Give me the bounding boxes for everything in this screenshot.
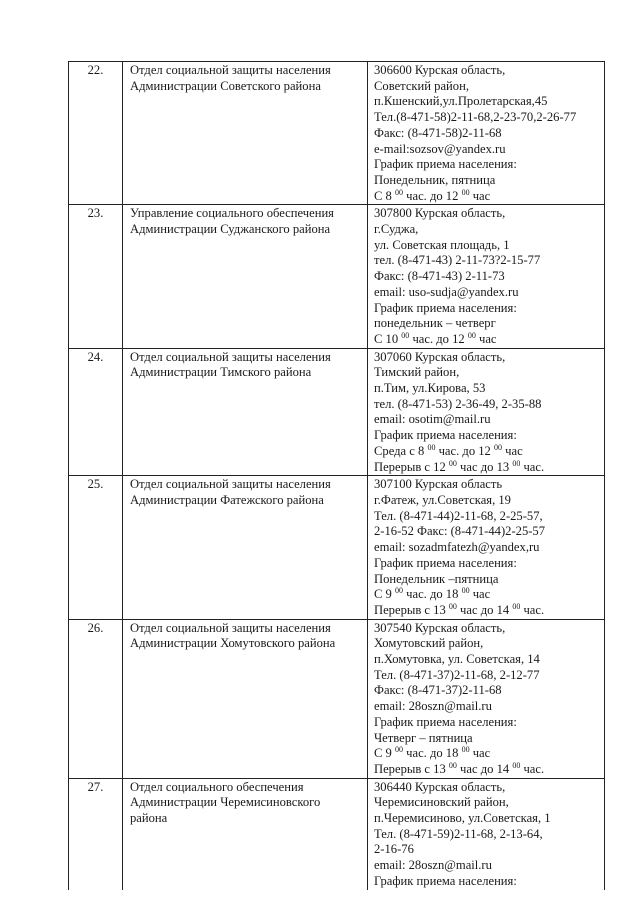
- address-line: Черемисиновский район,: [374, 795, 509, 810]
- address-line: п.Тим, ул.Кирова, 53: [374, 381, 486, 396]
- email-line: email: 28oszn@mail.ru: [374, 699, 492, 714]
- organization-name-line: Отдел социальной защиты населения: [130, 620, 331, 635]
- address-line: г.Суджа,: [374, 222, 419, 237]
- address-line: п.Хомутовка, ул. Советская, 14: [374, 652, 540, 667]
- organization-name-line: Отдел социальной защиты населения: [130, 477, 331, 492]
- address-line: 307060 Курская область,: [374, 349, 506, 364]
- row-number: 25.: [87, 477, 104, 492]
- email-line: email: osotim@mail.ru: [374, 412, 491, 427]
- schedule-days: Четверг – пятница: [374, 730, 473, 745]
- schedule-break: Перерыв с 13 $^{00}$ час до 14 $^{00}$ час.: [374, 760, 545, 776]
- schedule-heading: График приема населения:: [374, 300, 517, 315]
- row-number-cell: [69, 205, 123, 348]
- address-line: ул. Советская площадь, 1: [374, 237, 510, 252]
- address-line: Советский район,: [374, 78, 469, 93]
- schedule-hours: С 9 $^{00}$ час. до 18 $^{00}$ час: [374, 745, 491, 761]
- address-line: 306440 Курская область,: [374, 779, 506, 794]
- contact-info-cell: [368, 348, 605, 476]
- address-line: п.Кшенский,ул.Пролетарская,45: [374, 94, 548, 109]
- row-number: 24.: [87, 349, 104, 364]
- address-line: 307540 Курская область,: [374, 620, 506, 635]
- schedule-hours: С 9 $^{00}$ час. до 18 $^{00}$ час: [374, 586, 491, 602]
- contact-info-cell: [368, 476, 605, 619]
- organization-cell: [123, 778, 368, 889]
- address-line: г.Фатеж, ул.Советская, 19: [374, 492, 511, 507]
- phone-line: Тел.(8-471-58)2-11-68,2-23-70,2-26-77: [374, 110, 577, 125]
- table-row: [69, 62, 605, 205]
- table-row: [69, 476, 605, 619]
- email-line: email: 28oszn@mail.ru: [374, 858, 492, 873]
- organization-cell: [123, 619, 368, 778]
- schedule-days: Понедельник, пятница: [374, 172, 496, 187]
- row-number: 23.: [87, 206, 104, 221]
- phone-line: Тел. (8-471-59)2-11-68, 2-13-64,: [374, 826, 543, 841]
- phone-line: Тел. (8-471-37)2-11-68, 2-12-77: [374, 667, 540, 682]
- address-line: п.Черемисиново, ул.Советская, 1: [374, 811, 551, 826]
- phone-line: 2-16-76: [374, 842, 414, 857]
- row-number-cell: [69, 476, 123, 619]
- fax-line: Факс: (8-471-43) 2-11-73: [374, 269, 505, 284]
- row-number-cell: [69, 778, 123, 889]
- schedule-hours: С 8 $^{00}$ час. до 12 $^{00}$ час: [374, 187, 491, 203]
- row-number: 27.: [87, 779, 104, 794]
- schedule-hours: Среда с 8 $^{00}$ час. до 12 $^{00}$ час: [374, 442, 523, 458]
- address-line: Тимский район,: [374, 365, 460, 380]
- schedule-break: Перерыв с 13 $^{00}$ час до 14 $^{00}$ час.: [374, 601, 545, 617]
- email-line: email: sozadmfatezh@yandex,ru: [374, 540, 540, 555]
- table-row: [69, 205, 605, 348]
- email-line: email: uso-sudja@yandex.ru: [374, 284, 519, 299]
- organization-name-line: Администрации Советского района: [130, 78, 321, 93]
- organization-name-line: Администрации Хомутовского района: [130, 636, 336, 651]
- phone-line: тел. (8-471-43) 2-11-73?2-15-77: [374, 253, 541, 268]
- fax-line: Факс: (8-471-58)2-11-68: [374, 125, 502, 140]
- contact-info-cell: [368, 778, 605, 889]
- phone-line: тел. (8-471-53) 2-36-49, 2-35-88: [374, 396, 542, 411]
- organization-name-line: Отдел социального обеспечения: [130, 779, 304, 794]
- row-number-cell: [69, 62, 123, 205]
- organization-name-line: Управление социального обеспечения: [130, 206, 334, 221]
- fax-line: Факс: (8-471-37)2-11-68: [374, 683, 502, 698]
- row-number-cell: [69, 348, 123, 476]
- schedule-heading: График приема населения:: [374, 157, 517, 172]
- schedule-hours: С 10 $^{00}$ час. до 12 $^{00}$ час: [374, 330, 497, 346]
- email-line: e-mail:sozsov@yandex.ru: [374, 141, 506, 156]
- organization-name-line: Администрации Фатежского района: [130, 492, 324, 507]
- schedule-heading: График приема населения:: [374, 873, 517, 888]
- social-protection-contacts-table: [68, 61, 605, 890]
- organization-name-line: Администрации Тимского района: [130, 365, 312, 380]
- organization-cell: [123, 62, 368, 205]
- phone-line: Тел. (8-471-44)2-11-68, 2-25-57,: [374, 508, 543, 523]
- contact-info-cell: [368, 62, 605, 205]
- schedule-heading: График приема населения:: [374, 714, 517, 729]
- address-line: 307800 Курская область,: [374, 206, 506, 221]
- schedule-heading: График приема населения:: [374, 555, 517, 570]
- schedule-heading: График приема населения:: [374, 428, 517, 443]
- organization-cell: [123, 476, 368, 619]
- address-line: Хомутовский район,: [374, 636, 484, 651]
- address-line: 306600 Курская область,: [374, 63, 506, 77]
- organization-name-line: района: [130, 811, 168, 826]
- row-number: 22.: [87, 63, 104, 77]
- contact-info-cell: [368, 205, 605, 348]
- address-line: 307100 Курская область: [374, 477, 503, 492]
- contact-info-cell: [368, 619, 605, 778]
- row-number: 26.: [87, 620, 104, 635]
- table-row: [69, 348, 605, 476]
- organization-name-line: Отдел социальной защиты населения: [130, 63, 331, 77]
- schedule-days: понедельник – четверг: [374, 316, 496, 331]
- schedule-break: Перерыв с 12 $^{00}$ час до 13 $^{00}$ час.: [374, 458, 545, 474]
- organization-name-line: Администрации Суджанского района: [130, 222, 331, 237]
- organization-cell: [123, 348, 368, 476]
- organization-name-line: Администрации Черемисиновского: [130, 795, 321, 810]
- table-row: [69, 619, 605, 778]
- row-number-cell: [69, 619, 123, 778]
- phone-fax-line: 2-16-52 Факс: (8-471-44)2-25-57: [374, 524, 546, 539]
- schedule-days: Понедельник –пятница: [374, 571, 499, 586]
- organization-cell: [123, 205, 368, 348]
- table-row: [69, 778, 605, 889]
- organization-name-line: Отдел социальной защиты населения: [130, 349, 331, 364]
